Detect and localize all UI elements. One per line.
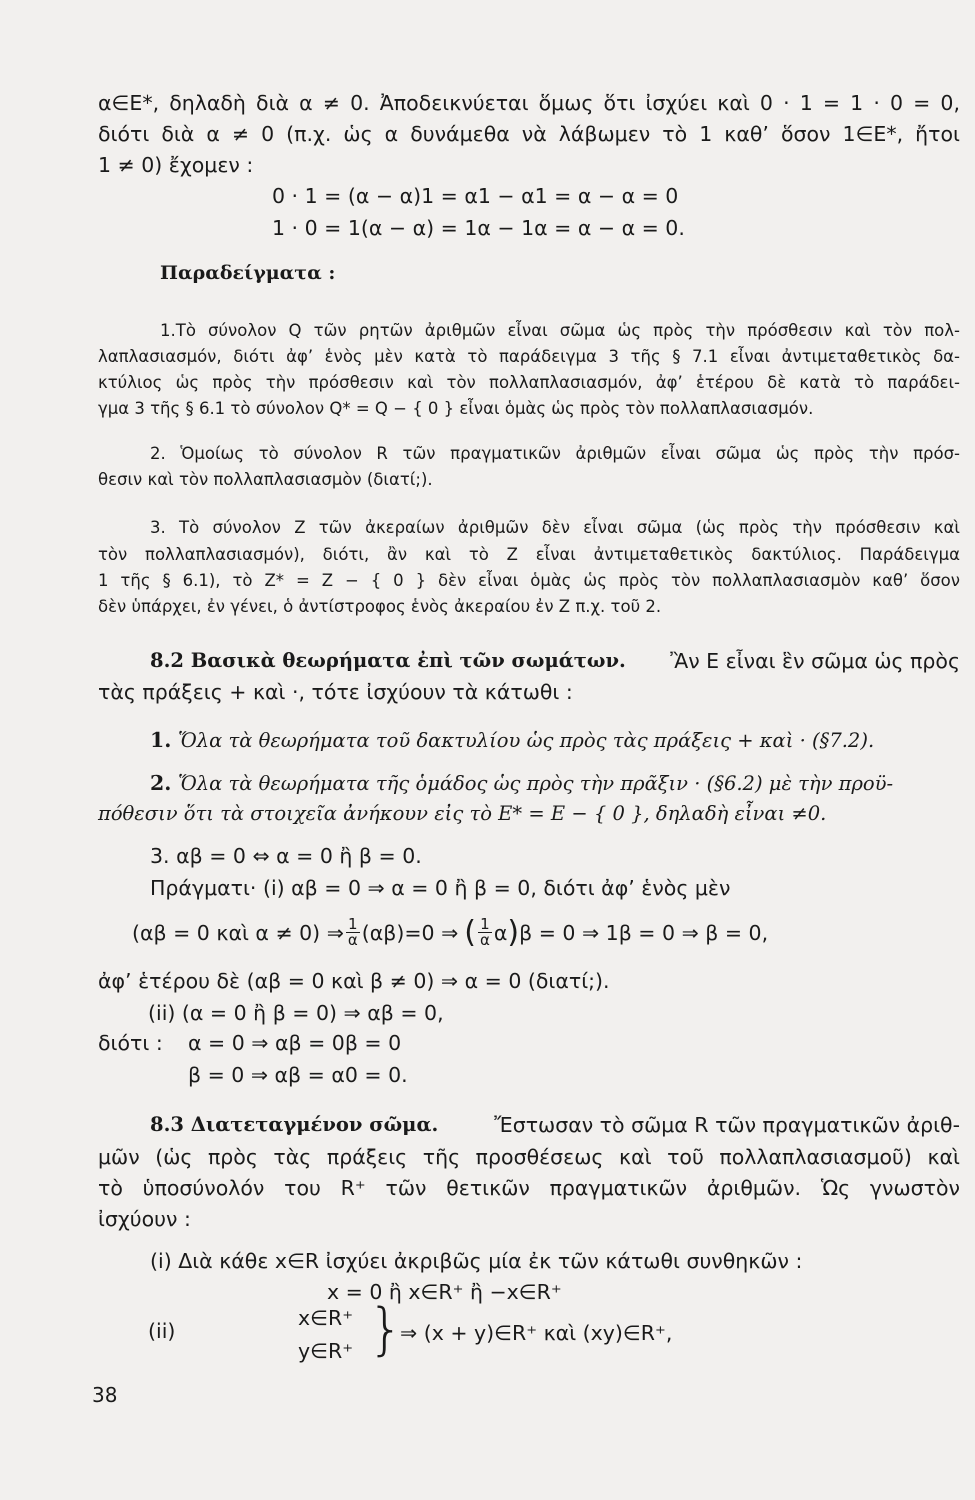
example-3-line-3: 1 τῆς § 6.1), τὸ Z* = Z − { 0 } δὲν εἶναι ὁμὰς ὡς πρὸς τὸν πολλαπλασιασμὸν καθ’ ὅσον — [98, 571, 960, 590]
example-3-line-1: 3. Τὸ σύνολον Z τῶν ἀκεραίων ἀριθμῶν δὲν εἶναι σῶμα (ὡς πρὸς τὴν πρόσθεσιν καὶ — [150, 518, 960, 537]
left-paren-glyph: ( — [464, 914, 476, 950]
theorem-2-text-1: Ὅλα τὰ θεωρήματα τῆς ὁμάδος ὡς πρὸς τὴν πρᾶξιν · (§6.2) μὲ τὴν προϋ- — [177, 772, 894, 795]
condition-ii-result: ⇒ (x + y)∈R⁺ καὶ (xy)∈R⁺, — [400, 1321, 673, 1345]
example-1-line-1: 1.Τὸ σύνολον Q τῶν ρητῶν ἀριθμῶν εἶναι σῶμα ὡς πρὸς τὴν πρόσθεσιν καὶ τὸν πολ- — [160, 321, 960, 340]
theorem-1-text: Ὅλα τὰ θεωρήματα τοῦ δακτυλίου ὡς πρὸς τὰς πράξεις + καὶ · (§7.2). — [177, 729, 875, 752]
theorem-1 — [150, 727, 874, 754]
proof-line-1: Πράγματι· (i) αβ = 0 ⇒ α = 0 ἢ β = 0, διότι ἀφ’ ἑνὸς μὲν — [150, 876, 731, 900]
condition-ii-x: x∈R⁺ — [298, 1306, 354, 1330]
condition-ii-label: (ii) — [148, 1319, 176, 1343]
theorem-3: 3. αβ = 0 ⇔ α = 0 ἢ β = 0. — [150, 844, 422, 868]
proof-line-2-b: (αβ)=0 ⇒ — [361, 920, 459, 945]
section-8-3-line-3: τὸ ὑποσύνολόν του R⁺ τῶν θετικῶν πραγματικῶν ἀριθμῶν. Ὡς γνωστὸν — [98, 1176, 960, 1200]
fraction-denominator: α — [347, 931, 358, 949]
examples-heading: Παραδείγματα : — [160, 262, 336, 284]
theorem-2-line-2: πόθεσιν ὅτι τὰ στοιχεῖα ἀνήκουν εἰς τὸ E* = E − { 0 }, δηλαδὴ εἶναι ≠0. — [98, 802, 827, 825]
section-8-2-title: 8.2 Βασικὰ θεωρήματα ἐπὶ τῶν σωμάτων. — [150, 649, 626, 672]
proof-line-6: β = 0 ⇒ αβ = α0 = 0. — [188, 1063, 408, 1087]
proof-line-5-label: διότι : — [98, 1031, 163, 1055]
fraction-numerator: 1 — [346, 917, 360, 933]
proof-line-2-c: β = 0 ⇒ 1β = 0 ⇒ β = 0, — [519, 920, 769, 945]
proof-line-3: ἀφ’ ἑτέρου δὲ (αβ = 0 καὶ β ≠ 0) ⇒ α = 0 (διατί;). — [98, 969, 610, 993]
proof-line-2 — [132, 914, 769, 950]
condition-i-equation: x = 0 ἢ x∈R⁺ ἢ −x∈R⁺ — [327, 1280, 562, 1304]
example-2-line-1: 2. Ὁμοίως τὸ σύνολον R τῶν πραγματικῶν ἀριθμῶν εἶναι σῶμα ὡς πρὸς τὴν πρόσ- — [150, 444, 960, 463]
proof-line-5: α = 0 ⇒ αβ = 0β = 0 — [188, 1031, 402, 1055]
example-1-line-2: λαπλασιασμόν, διότι ἀφ’ ἑνὸς μὲν κατὰ τὸ παράδειγμα 3 τῆς § 7.1 εἶναι ἀντιμεταθετικὸς δα- — [98, 347, 960, 366]
section-8-3-title-line — [150, 1112, 960, 1138]
example-1-line-4: γμα 3 τῆς § 6.1 τὸ σύνολον Q* = Q − { 0 } εἶναι ὁμὰς ὡς πρὸς τὸν πολλαπλασιασμόν. — [98, 399, 814, 418]
intro-line-1: α∈E*, δηλαδὴ διὰ α ≠ 0. Ἀποδεικνύεται ὅμως ὅτι ἰσχύει καὶ 0 · 1 = 1 · 0 = 0, — [98, 91, 960, 115]
intro-line-2: διότι διὰ α ≠ 0 (π.χ. ὡς α δυνάμεθα νὰ λάβωμεν τὸ 1 καθ’ ὅσον 1∈E*, ἤτοι — [98, 122, 960, 146]
intro-equation-1: 0 · 1 = (α − α)1 = α1 − α1 = α − α = 0 — [272, 184, 679, 208]
example-2-line-2: θεσιν καὶ τὸν πολλαπλασιασμὸν (διατί;). — [98, 470, 433, 489]
section-8-3-title: 8.3 Διατεταγμένον σῶμα. — [150, 1113, 439, 1136]
condition-ii-y: y∈R⁺ — [298, 1339, 354, 1363]
fraction-one-over-alpha-2 — [478, 917, 492, 948]
right-brace-glyph: } — [368, 1297, 404, 1362]
section-8-3-title-rest: Ἔστωσαν τὸ σῶμα R τῶν πραγματικῶν ἀριθ- — [494, 1113, 960, 1137]
section-8-3-line-4: ἰσχύουν : — [98, 1207, 191, 1231]
section-8-2-line-2: τὰς πράξεις + καὶ ·, τότε ἰσχύουν τὰ κάτωθι : — [98, 680, 573, 704]
condition-i: (i) Διὰ κάθε x∈R ἰσχύει ἀκριβῶς μία ἐκ τῶν κάτωθι συνθηκῶν : — [150, 1249, 803, 1273]
intro-equation-2: 1 · 0 = 1(α − α) = 1α − 1α = α − α = 0. — [272, 216, 685, 240]
example-3-line-4: δὲν ὑπάρχει, ἐν γένει, ὁ ἀντίστροφος ἑνὸς ἀκεραίου ἐν Z π.χ. τοῦ 2. — [98, 597, 662, 616]
fraction-denominator-2: α — [480, 931, 490, 949]
right-paren-glyph: ) — [507, 914, 520, 950]
page-number: 38 — [92, 1383, 118, 1407]
section-8-2-title-line — [150, 648, 960, 674]
alpha-glyph: α — [493, 920, 508, 945]
section-8-3-line-2: μῶν (ὡς πρὸς τὰς πράξεις τῆς προσθέσεως καὶ τοῦ πολλαπλασιασμοῦ) καὶ — [98, 1145, 960, 1169]
fraction-numerator-2: 1 — [478, 917, 492, 933]
proof-line-2-a: (αβ = 0 καὶ α ≠ 0) ⇒ — [132, 920, 344, 945]
proof-line-4: (ii) (α = 0 ἢ β = 0) ⇒ αβ = 0, — [148, 1001, 444, 1025]
intro-line-3: 1 ≠ 0) ἔχομεν : — [98, 153, 254, 177]
theorem-2-line-1 — [150, 770, 960, 797]
theorem-2-number: 2. — [150, 771, 172, 795]
example-1-line-3: κτύλιος ὡς πρὸς τὴν πρόσθεσιν καὶ τὸν πολλαπλασιασμόν, ἀφ’ ἑτέρου δὲ κατὰ τὸ παράδει- — [98, 373, 960, 392]
theorem-1-number: 1. — [150, 728, 172, 752]
section-8-2-title-rest: Ἂν E εἶναι ἓν σῶμα ὡς πρὸς — [670, 649, 960, 673]
example-3-line-2: τὸν πολλαπλασιασμόν), διότι, ἂν καὶ τὸ Z εἶναι ἀντιμεταθετικὸς δακτύλιος. Παράδειγμα — [98, 545, 960, 564]
fraction-one-over-alpha — [346, 917, 360, 948]
